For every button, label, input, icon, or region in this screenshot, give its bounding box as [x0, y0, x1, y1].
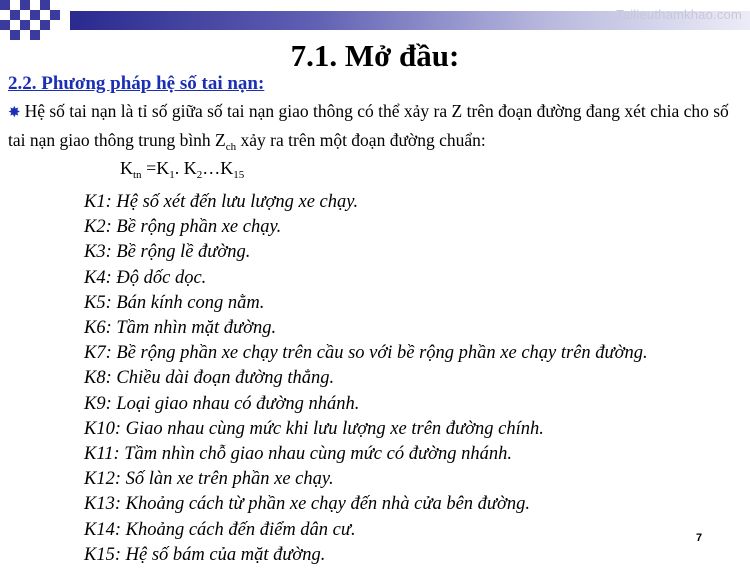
factor-item: K12: Số làn xe trên phần xe chạy. [84, 469, 334, 490]
factor-item: K5: Bán kính cong nằm. [84, 292, 265, 313]
factor-item: K8: Chiều dài đoạn đường thẳng. [84, 368, 335, 389]
intro-paragraph [8, 98, 743, 154]
watermark: Tailieuthamkhao.com [616, 7, 742, 22]
formula-lhs: K [120, 158, 133, 178]
formula-sub3: 15 [233, 169, 245, 181]
factor-item: K11: Tầm nhìn chỗ giao nhau cùng mức có đường nhánh. [84, 444, 512, 465]
formula [120, 158, 244, 179]
checker-decoration [0, 0, 70, 42]
page-number: 7 [696, 532, 703, 544]
factor-list [84, 190, 648, 568]
factor-item: K1: Hệ số xét đến lưu lượng xe chạy. [84, 192, 359, 212]
factor-item: K15: Hệ số bám của mặt đường. [84, 544, 326, 565]
factor-item: K14: Khoảng cách đến điểm dân cư. [84, 519, 356, 540]
formula-mid: . K [174, 158, 197, 178]
intro-subscript: ch [225, 141, 237, 153]
factor-item: K3: Bề rộng lề đường. [84, 242, 251, 263]
section-heading: 2.2. Phương pháp hệ số tai nạn: [8, 73, 265, 94]
factor-item: K9: Loại giao nhau có đường nhánh. [84, 393, 360, 414]
factor-item: K4: Độ dốc dọc. [84, 267, 207, 288]
factor-item: K2: Bề rộng phần xe chạy. [84, 217, 282, 238]
factor-item: K10: Giao nhau cùng mức khi lưu lượng xe trên đường chính. [84, 418, 544, 439]
intro-text: Hệ số tai nạn là tỉ số giữa số tai nạn giao thông có thể xảy ra Z trên đoạn đường đang xét chia cho số tai nạn giao thông trung bình Z [8, 101, 729, 150]
formula-sub1: 1 [169, 169, 175, 181]
factor-item: K6: Tầm nhìn mặt đường. [84, 318, 277, 339]
slide-title: 7.1. Mở đầu: [290, 38, 460, 73]
star-bullet-icon: ✸ [8, 105, 21, 121]
formula-lhs-sub: tn [133, 169, 142, 181]
formula-sub2: 2 [196, 169, 203, 181]
factor-item: K7: Bề rộng phần xe chạy trên cầu so với bề rộng phần xe chạy trên đường. [84, 343, 648, 364]
formula-eq: =K [141, 158, 170, 178]
formula-dots: …K [202, 158, 234, 178]
intro-text-end: xảy ra trên một đoạn đường chuẩn: [236, 130, 486, 150]
factor-item: K13: Khoảng cách từ phần xe chạy đến nhà cửa bên đường. [84, 494, 531, 515]
